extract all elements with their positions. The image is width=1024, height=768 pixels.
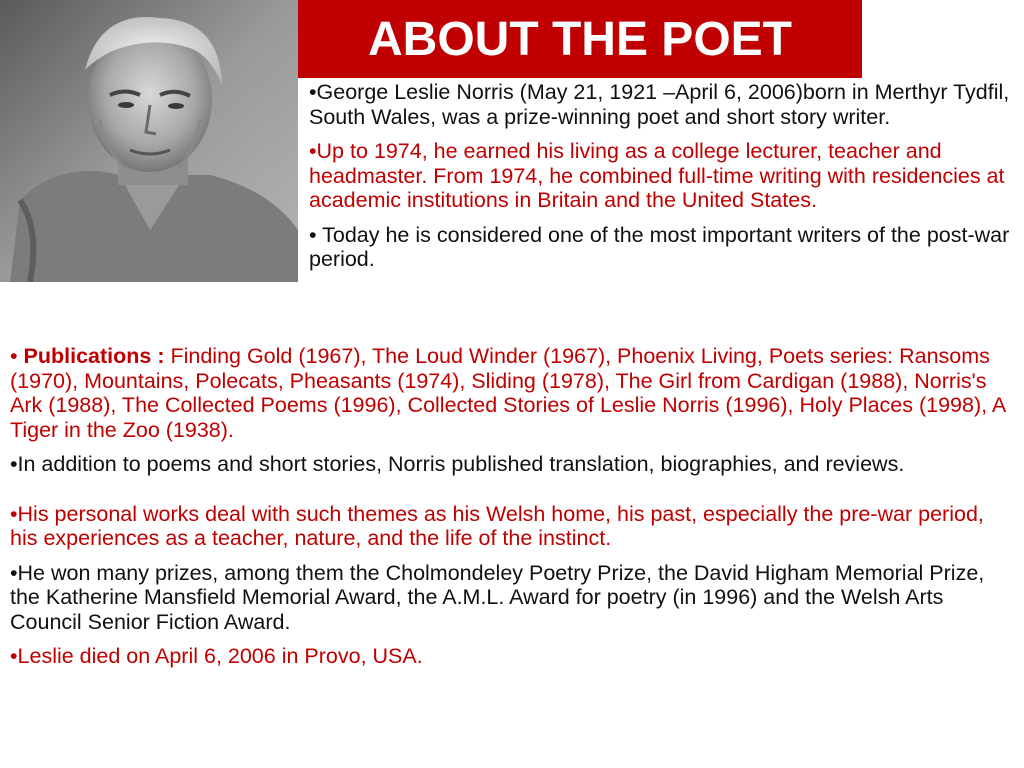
death-bullet [10, 644, 1016, 669]
bio-bullet-birth [309, 80, 1019, 129]
bio-text-importance: Today he is considered one of the most important writers of the post-war period. [309, 222, 1010, 271]
other-works-text: In addition to poems and short stories, Norris published translation, biographies, and reviews. [17, 452, 905, 476]
bio-bullet-career [309, 139, 1019, 213]
prizes-bullet [10, 561, 1016, 635]
bullet-marker: • [309, 222, 317, 247]
bullet-marker: • [10, 501, 18, 526]
death-text: Leslie died on April 6, 2006 in Provo, USA. [17, 644, 423, 668]
bullet-marker: • [309, 139, 317, 163]
bio-section [309, 80, 1019, 282]
bullet-marker: • [10, 452, 18, 476]
details-section [10, 344, 1016, 669]
publications-list: Finding Gold (1967), The Loud Winder (1967), Phoenix Living, Poets series: Ransoms (1970), Mountains, Polecats, Pheasants (1974), Sliding (1978), The Girl from Cardigan (1988), Norris's Ark (1988), The Collected Poems (1996), Collected Stories of Leslie Norris (1996), Holy Places (1998), A Tiger in the Zoo (1938). [10, 344, 1006, 442]
other-works-bullet [10, 452, 1016, 477]
bio-bullet-importance [309, 223, 1019, 272]
slide-title: ABOUT THE POET [367, 13, 792, 66]
bullet-marker: • [10, 344, 18, 368]
themes-text: His personal works deal with such themes as his Welsh home, his past, especially the pre-war period, his experiences as a teacher, nature, and the life of the instinct. [10, 501, 984, 550]
bio-text-career: Up to 1974, he earned his living as a college lecturer, teacher and headmaster. From 1974, he combined full-time writing with residencies at academic institutions in Britain and the United States. [309, 139, 1005, 212]
bullet-marker: • [10, 560, 18, 585]
bullet-marker: • [10, 644, 18, 668]
poet-portrait-photo [0, 0, 298, 282]
themes-bullet [10, 502, 1016, 551]
poet-portrait-image [0, 0, 298, 282]
bio-text-birth: George Leslie Norris (May 21, 1921 –April 6, 2006)born in Merthyr Tydfil, South Wales, was a prize-winning poet and short story writer. [309, 80, 1010, 129]
publications-bullet [10, 344, 1016, 442]
bullet-marker: • [309, 80, 317, 104]
publications-label: Publications : [23, 344, 165, 368]
title-bar [298, 0, 862, 78]
prizes-text: He won many prizes, among them the Cholmondeley Poetry Prize, the David Higham Memorial Prize, the Katherine Mansfield Memorial Award, the A.M.L. Award for poetry (in 1996) and the Welsh Arts Council Senior Fiction Award. [10, 560, 985, 634]
